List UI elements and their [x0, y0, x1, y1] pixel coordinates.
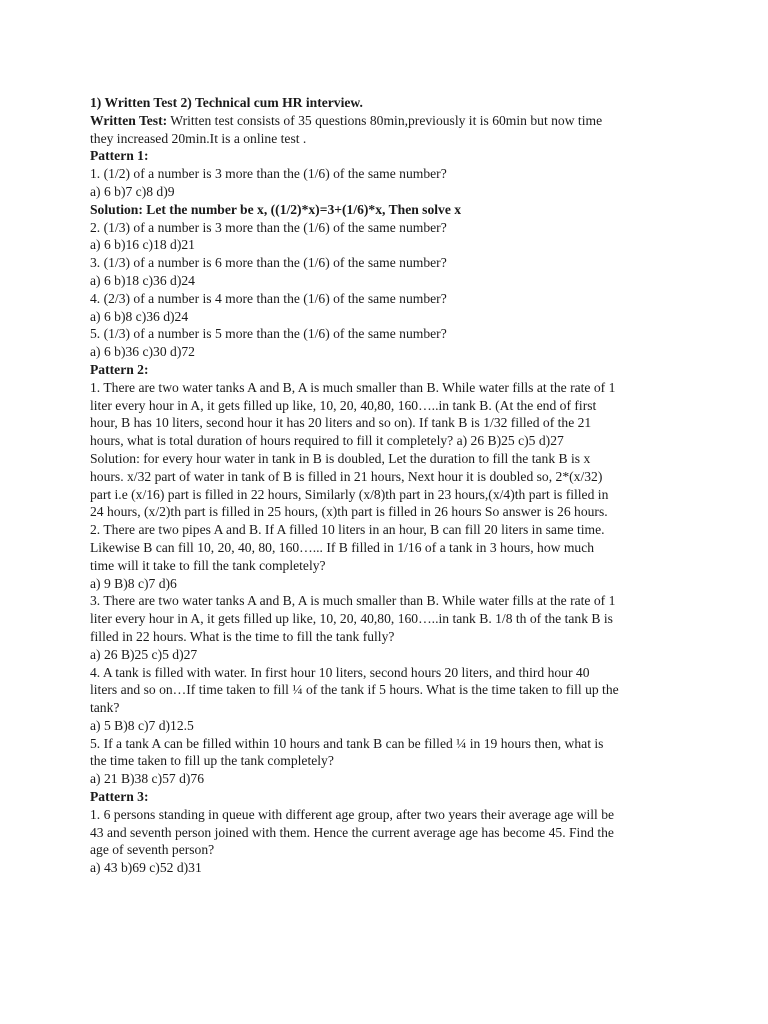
pattern-1-question-5-options: a) 6 b)36 c)30 d)72: [90, 344, 195, 360]
pattern-2-line: 4. A tank is filled with water. In first hour 10 liters, second hours 20 liters, and third hour 40: [90, 664, 590, 680]
pattern-1-question-3-options: a) 6 b)18 c)36 d)24: [90, 272, 195, 288]
pattern-2-line: 24 hours, (x/2)th part is filled in 25 hours, (x)th part is filled in 26 hours So answer is 26 hours.: [90, 504, 608, 520]
pattern-2-line: liter every hour in A, it gets filled up like, 10, 20, 40,80, 160…..in tank B. (At the end of first: [90, 397, 597, 413]
pattern-1-question-4: 4. (2/3) of a number is 4 more than the (1/6) of the same number?: [90, 290, 447, 306]
pattern-2-line: Likewise B can fill 10, 20, 40, 80, 160…... If B filled in 1/16 of a tank in 3 hours, how much: [90, 539, 595, 555]
pattern-1-question-2-options: a) 6 b)16 c)18 d)21: [90, 237, 195, 253]
pattern-2-line: 3. There are two water tanks A and B, A is much smaller than B. While water fills at the rate of 1: [90, 593, 616, 609]
pattern-1-question-4-options: a) 6 b)8 c)36 d)24: [90, 308, 189, 324]
pattern-1-question-1-options: a) 6 b)7 c)8 d)9: [90, 183, 175, 199]
pattern-3-line: 43 and seventh person joined with them. Hence the current average age has become 45. Find the: [90, 824, 614, 840]
pattern-2-line: hour, B has 10 liters, second hour it has 20 liters and so on). If tank B is 1/32 filled of the 21: [90, 415, 592, 431]
pattern-2-title: Pattern 2:: [90, 361, 149, 377]
pattern-1-solution: Solution: Let the number be x, ((1/2)*x)=3+(1/6)*x, Then solve x: [90, 201, 462, 217]
document-heading: 1) Written Test 2) Technical cum HR interview.: [90, 95, 363, 110]
pattern-2-line: a) 5 B)8 c)7 d)12.5: [90, 717, 194, 733]
pattern-2-line: 1. There are two water tanks A and B, A is much smaller than B. While water fills at the rate of 1: [90, 379, 616, 395]
pattern-2-line: liter every hour in A, it gets filled up like, 10, 20, 40,80, 160…..in tank B. 1/8 th of the tank B is: [90, 611, 613, 627]
pattern-2-line: filled in 22 hours. What is the time to fill the tank fully?: [90, 628, 395, 644]
pattern-2-line: a) 26 B)25 c)5 d)27: [90, 646, 198, 662]
written-test-text-2: they increased 20min.It is a online test .: [90, 130, 307, 146]
pattern-2-line: hours, what is total duration of hours required to fill it completely? a) 26 B)25 c)5 d)27: [90, 433, 564, 449]
pattern-2-line: Solution: for every hour water in tank in B is doubled, Let the duration to fill the tank B is x: [90, 450, 591, 466]
pattern-2-line: time will it take to fill the tank completely?: [90, 557, 326, 573]
pattern-1-question-3: 3. (1/3) of a number is 6 more than the (1/6) of the same number?: [90, 255, 447, 271]
pattern-2-line: the time taken to fill up the tank completely?: [90, 753, 334, 769]
written-test-label: Written Test:: [90, 112, 168, 128]
pattern-3-line: 1. 6 persons standing in queue with different age group, after two years their average age will be: [90, 806, 615, 822]
document-page: [90, 94, 690, 877]
pattern-2-line: hours. x/32 part of water in tank of B is filled in 21 hours, Next hour it is doubled so, 2*(x/32): [90, 468, 603, 484]
pattern-2-line: 5. If a tank A can be filled within 10 hours and tank B can be filled ¼ in 19 hours then, what is: [90, 735, 604, 751]
pattern-3-title: Pattern 3:: [90, 789, 149, 805]
pattern-2-line: a) 21 B)38 c)57 d)76: [90, 771, 205, 787]
pattern-1-question-2: 2. (1/3) of a number is 3 more than the (1/6) of the same number?: [90, 219, 447, 235]
pattern-2-line: 2. There are two pipes A and B. If A filled 10 liters in an hour, B can fill 20 liters in same time.: [90, 522, 605, 538]
pattern-2-line: part i.e (x/16) part is filled in 22 hours, Similarly (x/8)th part in 23 hours,(x/4)th part is filled in: [90, 486, 609, 502]
pattern-2-line: a) 9 B)8 c)7 d)6: [90, 575, 177, 591]
written-test-text-1: Written test consists of 35 questions 80min,previously it is 60min but now time: [167, 112, 603, 128]
pattern-2-line: liters and so on…If time taken to fill ¼ of the tank if 5 hours. What is the time taken to fill up the: [90, 682, 619, 698]
pattern-3-line: a) 43 b)69 c)52 d)31: [90, 860, 202, 876]
pattern-2-line: tank?: [90, 700, 120, 716]
pattern-1-question-5: 5. (1/3) of a number is 5 more than the (1/6) of the same number?: [90, 326, 447, 342]
pattern-1-question-1: 1. (1/2) of a number is 3 more than the (1/6) of the same number?: [90, 166, 447, 182]
written-test-line-1: [90, 112, 690, 130]
pattern-1-title: Pattern 1:: [90, 148, 149, 164]
pattern-3-line: age of seventh person?: [90, 842, 215, 858]
